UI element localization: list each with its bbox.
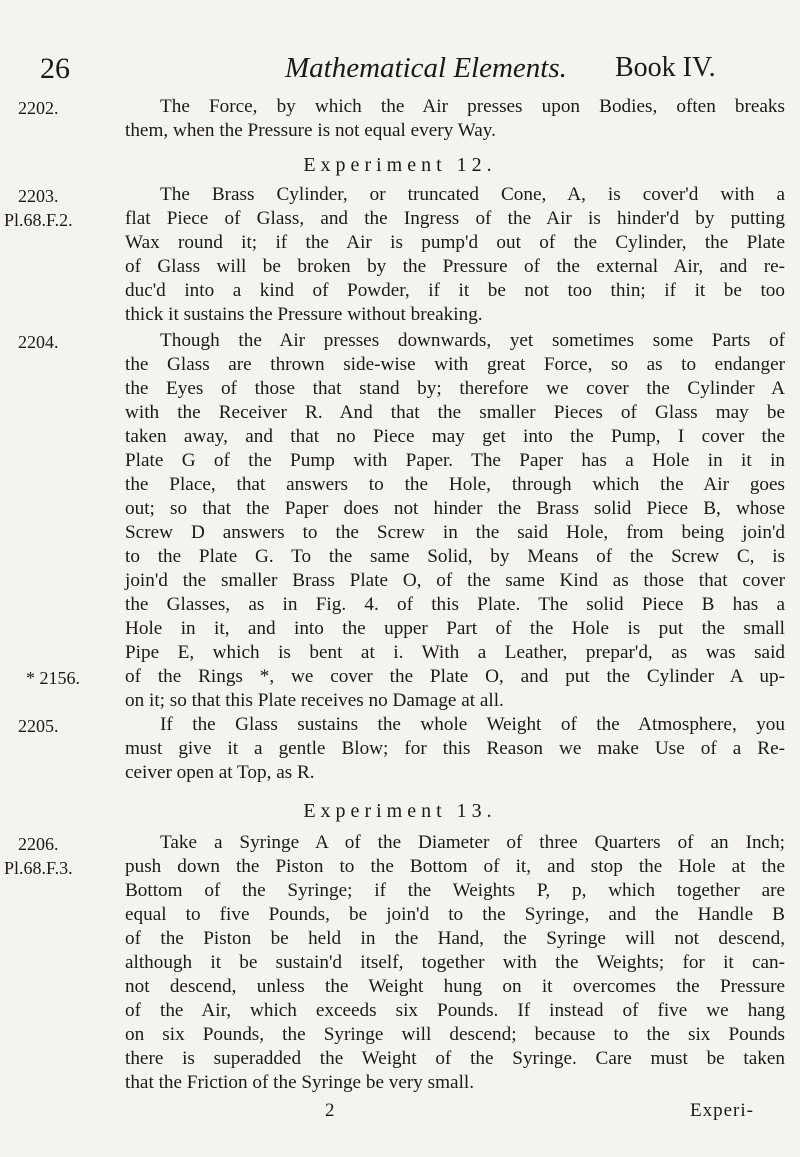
margin-number-2202: 2202.	[18, 98, 59, 118]
margin-number-2204: 2204.	[18, 332, 59, 352]
text-line: taken away, and that no Piece may get into the Pump, I cover the	[125, 426, 785, 447]
text-line: of the Rings *, we cover the Plate O, and put the Cylinder A up-	[125, 666, 785, 687]
text-line: the Glass are thrown side-wise with great Force, so as to endanger	[125, 354, 785, 375]
text-line: must give it a gentle Blow; for this Reason we make Use of a Re-	[125, 738, 785, 759]
margin-number-2206: 2206.	[18, 834, 59, 854]
text-line: Screw D answers to the Screw in the said Hole, from being join'd	[125, 522, 785, 543]
text-line: Bottom of the Syringe; if the Weights P, p, which together are	[125, 880, 785, 901]
text-line: out; so that the Paper does not hinder the Brass solid Piece B, whose	[125, 498, 785, 519]
text-line: Pipe E, which is bent at i. With a Leather, prepar'd, as was said	[125, 642, 785, 663]
text-line: thick it sustains the Pressure without breaking.	[125, 304, 483, 325]
text-line: that the Friction of the Syringe be very small.	[125, 1072, 475, 1093]
text-line: to the Plate G. To the same Solid, by Means of the Screw C, is	[125, 546, 785, 567]
text-line: them, when the Pressure is not equal every Way.	[125, 120, 496, 141]
text-line: Plate G of the Pump with Paper. The Paper has a Hole in it in	[125, 450, 785, 471]
text-line: ceiver open at Top, as R.	[125, 762, 315, 783]
catchword: Experi-	[690, 1100, 754, 1121]
margin-number-2205: 2205.	[18, 716, 59, 736]
text-line: duc'd into a kind of Powder, if it be not too thin; if it be too	[125, 280, 785, 301]
text-line: although it be sustain'd itself, together with the Weights; for it can-	[125, 952, 785, 973]
page-header	[0, 52, 800, 92]
running-title: Mathematical Elements.	[285, 52, 567, 84]
book-label: Book IV.	[615, 52, 716, 83]
text-line: on six Pounds, the Syringe will descend; because to the six Pounds	[125, 1024, 785, 1045]
margin-number-2156: * 2156.	[26, 668, 80, 688]
margin-number-2203: 2203.	[18, 186, 59, 206]
text-line: on it; so that this Plate receives no Damage at all.	[125, 690, 504, 711]
text-line: equal to five Pounds, be join'd to the Syringe, and the Handle B	[125, 904, 785, 925]
text-line: If the Glass sustains the whole Weight of the Atmosphere, you	[160, 714, 785, 735]
page-number: 26	[40, 52, 70, 85]
experiment-13-heading: Experiment 13.	[303, 800, 497, 822]
text-line: Though the Air presses downwards, yet sometimes some Parts of	[160, 330, 785, 351]
experiment-12-heading: Experiment 12.	[303, 154, 497, 176]
text-line: The Force, by which the Air presses upon Bodies, often breaks	[160, 96, 785, 117]
text-line: the Glasses, as in Fig. 4. of this Plate. The solid Piece B has a	[125, 594, 785, 615]
text-line: the Eyes of those that stand by; therefore we cover the Cylinder A	[125, 378, 785, 399]
text-line: of the Air, which exceeds six Pounds. If instead of five we hang	[125, 1000, 785, 1021]
text-line: push down the Piston to the Bottom of it, and stop the Hole at the	[125, 856, 785, 877]
text-line: Take a Syringe A of the Diameter of three Quarters of an Inch;	[160, 832, 785, 853]
text-line: of the Piston be held in the Hand, the Syringe will not descend,	[125, 928, 785, 949]
text-line: the Place, that answers to the Hole, through which the Air goes	[125, 474, 785, 495]
plate-figure-reference: Pl.68.F.3.	[4, 858, 73, 878]
text-line: flat Piece of Glass, and the Ingress of the Air is hinder'd by putting	[125, 208, 785, 229]
plate-figure-reference: Pl.68.F.2.	[4, 210, 73, 230]
signature-mark: 2	[325, 1100, 335, 1121]
text-line: of Glass will be broken by the Pressure of the external Air, and re-	[125, 256, 785, 277]
text-line: Wax round it; if the Air is pump'd out of the Cylinder, the Plate	[125, 232, 785, 253]
text-line: with the Receiver R. And that the smaller Pieces of Glass may be	[125, 402, 785, 423]
text-line: join'd the smaller Brass Plate O, of the same Kind as those that cover	[125, 570, 785, 591]
text-line: The Brass Cylinder, or truncated Cone, A, is cover'd with a	[160, 184, 785, 205]
text-line: not descend, unless the Weight hung on it overcomes the Pressure	[125, 976, 785, 997]
text-line: Hole in it, and into the upper Part of the Hole is put the small	[125, 618, 785, 639]
text-line: there is superadded the Weight of the Syringe. Care must be taken	[125, 1048, 785, 1069]
